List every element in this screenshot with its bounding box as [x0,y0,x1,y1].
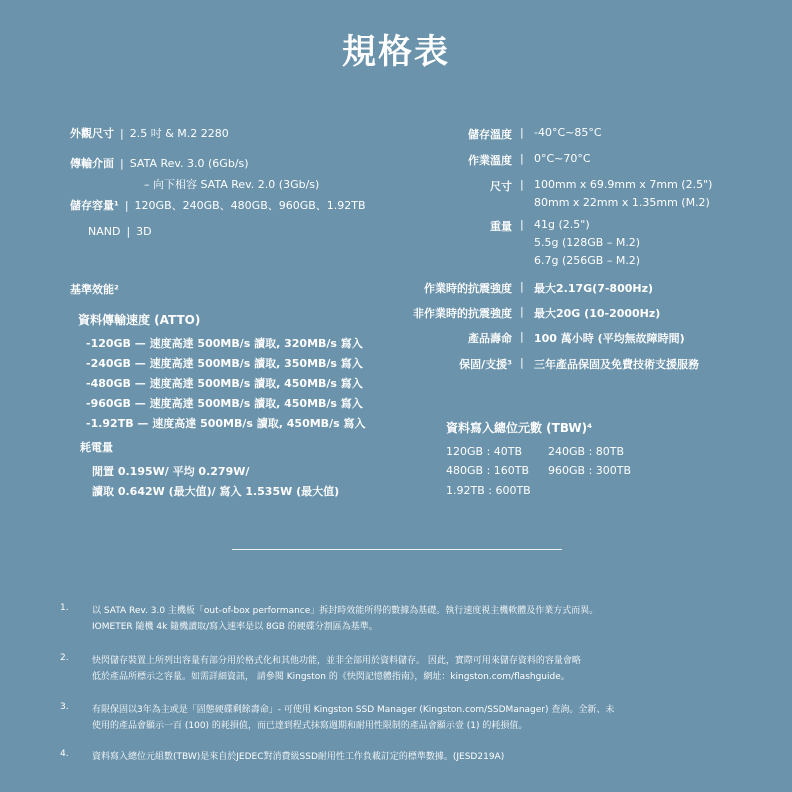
interface-row [70,156,249,171]
nand-row [88,224,152,239]
capacity-value: 120GB、240GB、480GB、960GB、1.92TB [134,199,366,212]
tbw-value: 1.92TB : 600TB [446,484,531,497]
separator: | [520,356,524,369]
storage-temp-label: 儲存溫度 [468,128,512,141]
footnote-line: 有限保固以3年為主或是「固態硬碟剩餘壽命」- 可使用 Kingston SSD Manager (Kingston.com/SSDManager) 查詢。全新、未 [92,705,615,715]
page-title: 規格表 [342,32,450,72]
interface-label: 傳輸介面 [70,157,114,170]
capacity-label: 儲存容量¹ [70,199,119,212]
storage-temp-value: -40°C~85°C [534,126,602,139]
separator: | [520,218,524,231]
vibration-operating-label: 作業時的抗震強度 [424,282,512,295]
weight-value: 41g (2.5") [534,218,590,231]
operating-temp-label: 作業溫度 [468,154,512,167]
interface-value: SATA Rev. 3.0 (6Gb/s) [129,157,249,170]
footnote-line: 以 SATA Rev. 3.0 主機板「out-of-box performance」拆封時效能所得的數據為基礎。執行速度視主機軟體及作業方式而異。 [92,606,599,616]
separator: | [520,330,524,343]
interface-value-2: – 向下相容 SATA Rev. 2.0 (3Gb/s) [144,178,320,191]
footnote-line: IOMETER 隨機 4k 隨機讀取/寫入速率是以 8GB 的硬碟分割區為基準。 [92,622,378,632]
footnote-text [92,603,732,635]
dimensions-value: 100mm x 69.9mm x 7mm (2.5") [534,178,713,191]
capacity-row [70,198,366,213]
footnote-number: 3. [60,702,69,712]
weight-label: 重量 [490,220,512,233]
transfer-row: -480GB — 速度高達 500MB/s 讀取, 450MB/s 寫入 [86,377,363,390]
weight-value-2: 5.5g (128GB – M.2) [534,236,641,249]
power-row: 閒置 0.195W/ 平均 0.279W/ [92,465,250,478]
dimensions-value-2: 80mm x 22mm x 1.35mm (M.2) [534,196,710,209]
operating-temp-value: 0°C~70°C [534,152,591,165]
form-factor-label: 外觀尺寸 [70,127,114,140]
footnote-line: 使用的產品會顯示一百 (100) 的耗損值，而已達到程式抹寫週期和耐用性限制的產品會顯示壹 (1) 的耗損值。 [92,721,528,731]
transfer-row: -120GB — 速度高達 500MB/s 讀取, 320MB/s 寫入 [86,337,363,350]
separator: | [126,225,131,238]
nand-value: 3D [136,225,152,238]
tbw-value: 480GB : 160TB [446,464,530,477]
power-label: 耗電量 [80,441,113,454]
footnote-text [92,653,732,685]
weight-value-3: 6.7g (256GB – M.2) [534,254,641,267]
tbw-value: 240GB : 80TB [548,445,625,458]
footnote-line: 快閃儲存裝置上所列出容量有部分用於格式化和其他功能，並非全部用於資料儲存。 因此，實際可用來儲存資料的容量會略 [92,656,581,666]
form-factor-value: 2.5 吋 & M.2 2280 [129,127,229,140]
product-life-value: 100 萬小時 (平均無故障時間) [534,332,685,345]
separator: | [520,152,524,165]
transfer-label: 資料傳輸速度 (ATTO) [78,313,201,327]
product-life-label: 產品壽命 [468,332,512,345]
transfer-row: -1.92TB — 速度高達 500MB/s 讀取, 450MB/s 寫入 [86,417,366,430]
separator: | [520,126,524,139]
separator: | [124,199,129,212]
footnote-number: 2. [60,653,69,663]
transfer-row: -240GB — 速度高達 500MB/s 讀取, 350MB/s 寫入 [86,357,363,370]
footnote-line: 資料寫入總位元組數(TBW)是來自於JEDEC對消費級SSD耐用性工作負載訂定的標準數據。(JESD219A) [92,752,505,762]
nand-label: NAND [88,225,121,238]
footnote-number: 1. [60,603,69,613]
divider [232,549,562,550]
vibration-operating-value: 最大2.17G(7-800Hz) [534,282,654,295]
performance-label: 基準效能² [70,283,119,296]
vibration-nonoperating-label: 非作業時的抗震強度 [413,307,512,320]
footnote-text [92,702,732,734]
separator: | [120,157,124,170]
power-row: 讀取 0.642W (最大值)/ 寫入 1.535W (最大值) [92,485,340,498]
tbw-label: 資料寫入總位元數 (TBW)⁴ [446,421,593,435]
separator: | [520,178,524,191]
warranty-value: 三年產品保固及免費技術支援服務 [534,358,699,371]
separator: | [120,127,124,140]
separator: | [520,280,524,293]
tbw-value: 120GB : 40TB [446,445,523,458]
form-factor-row [70,126,229,141]
separator: | [520,305,524,318]
footnote-line: 低於產品所標示之容量。如需詳細資訊， 請參閱 Kingston 的《快閃記憶體指南》，網址：kingston.com/flashguide。 [92,672,570,682]
footnote-number: 4. [60,749,69,759]
dimensions-label: 尺寸 [490,180,512,193]
footnote-text [92,749,732,765]
vibration-nonoperating-value: 最大20G (10-2000Hz) [534,307,661,320]
transfer-row: -960GB — 速度高達 500MB/s 讀取, 450MB/s 寫入 [86,397,363,410]
tbw-value: 960GB : 300TB [548,464,632,477]
warranty-label: 保固/支援³ [459,358,512,371]
